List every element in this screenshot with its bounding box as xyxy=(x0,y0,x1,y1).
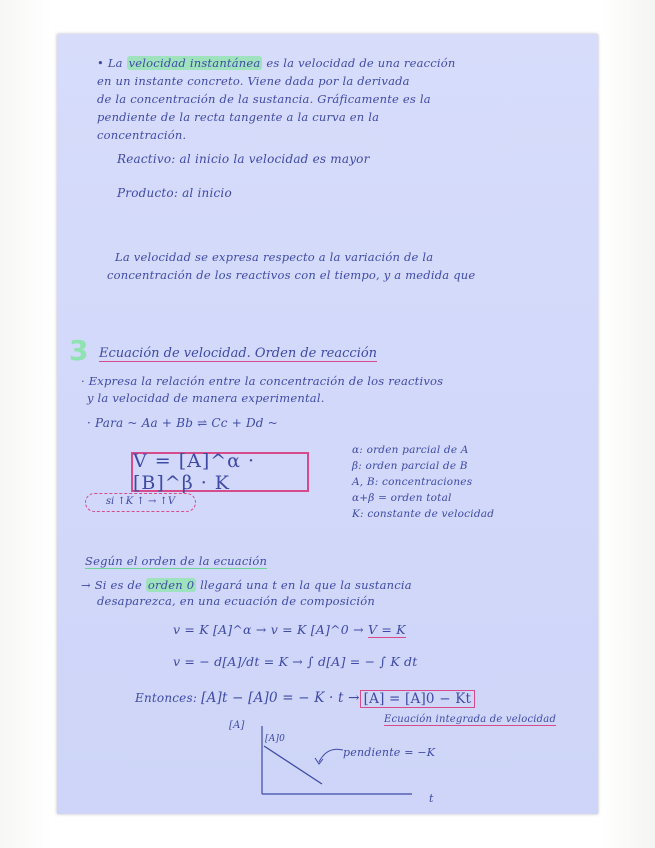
section-title: Ecuación de velocidad. Orden de reacción xyxy=(99,346,378,361)
notebook-page xyxy=(57,34,598,814)
equation-3-caption: Ecuación integrada de velocidad xyxy=(384,714,557,725)
equation-2: v = − d[A]/dt = K → ∫ d[A] = − ∫ K dt xyxy=(173,654,418,669)
paragraph-line-2: concentración de los reactivos con el tiempo, y a medida que xyxy=(107,268,476,282)
order-heading: Según el orden de la ecuación xyxy=(85,554,268,568)
equation-1-result: V = K xyxy=(367,622,406,637)
reactivo-note: Reactivo: al inicio la velocidad es mayor xyxy=(117,152,370,166)
graph-drawing xyxy=(57,34,598,814)
intro-line-1-post: es la velocidad de una reacción xyxy=(262,56,456,70)
equation-3-label: Entonces: xyxy=(135,691,198,705)
section-number: 3 xyxy=(69,334,89,367)
oval-note-text: si ↑K ↑ → ↑V xyxy=(105,496,176,507)
order-zero-post: llegará una t en la que la sustancia xyxy=(196,578,412,592)
intro-line-5: concentración. xyxy=(97,128,187,142)
intro-line-3: de la concentración de la sustancia. Gráficamente es la xyxy=(97,92,431,106)
highlight-orden-0: orden 0 xyxy=(147,578,195,592)
section-desc-1: · Expresa la relación entre la concentración de los reactivos xyxy=(81,374,444,388)
intro-line-4: pendiente de la recta tangente a la curva en la xyxy=(97,110,380,124)
section-desc-2: y la velocidad de manera experimental. xyxy=(87,391,325,405)
intro-line-1-pre: • La xyxy=(97,56,127,70)
legend-item: β: orden parcial de B xyxy=(352,460,468,472)
graph-y0-label: [A]0 xyxy=(265,734,286,744)
reaction-equation: · Para ~ Aa + Bb ⇌ Cc + Dd ~ xyxy=(87,416,278,430)
equation-1-text: v = K [A]^α → v = K [A]^0 → xyxy=(173,622,364,637)
producto-note: Producto: al inicio xyxy=(117,186,232,200)
legend-item: α: orden parcial de A xyxy=(352,444,469,456)
graph-slope-label: pendiente = −K xyxy=(343,746,436,759)
paragraph-line-1: La velocidad se expresa respecto a la variación de la xyxy=(115,250,434,264)
graph-x-label: t xyxy=(429,792,434,805)
legend-item: K: constante de velocidad xyxy=(352,508,495,520)
graph-decay-line xyxy=(264,746,322,784)
legend-item: A, B: concentraciones xyxy=(352,476,473,488)
equation-3-text: [A]t − [A]0 = − K · t → xyxy=(201,690,360,706)
legend-item: α+β = orden total xyxy=(352,492,452,504)
highlight-velocidad-instantanea: velocidad instantánea xyxy=(128,56,261,70)
rate-law: V = [A]^α · [B]^β · K xyxy=(133,450,256,494)
graph-y-label: [A] xyxy=(229,720,245,731)
equation-3-result: [A] = [A]0 − Kt xyxy=(360,690,475,708)
order-zero-line-2: desaparezca, en una ecuación de composición xyxy=(97,594,375,608)
order-zero-pre: → Si es de xyxy=(81,578,146,592)
intro-line-2: en un instante concreto. Viene dada por la derivada xyxy=(97,74,410,88)
